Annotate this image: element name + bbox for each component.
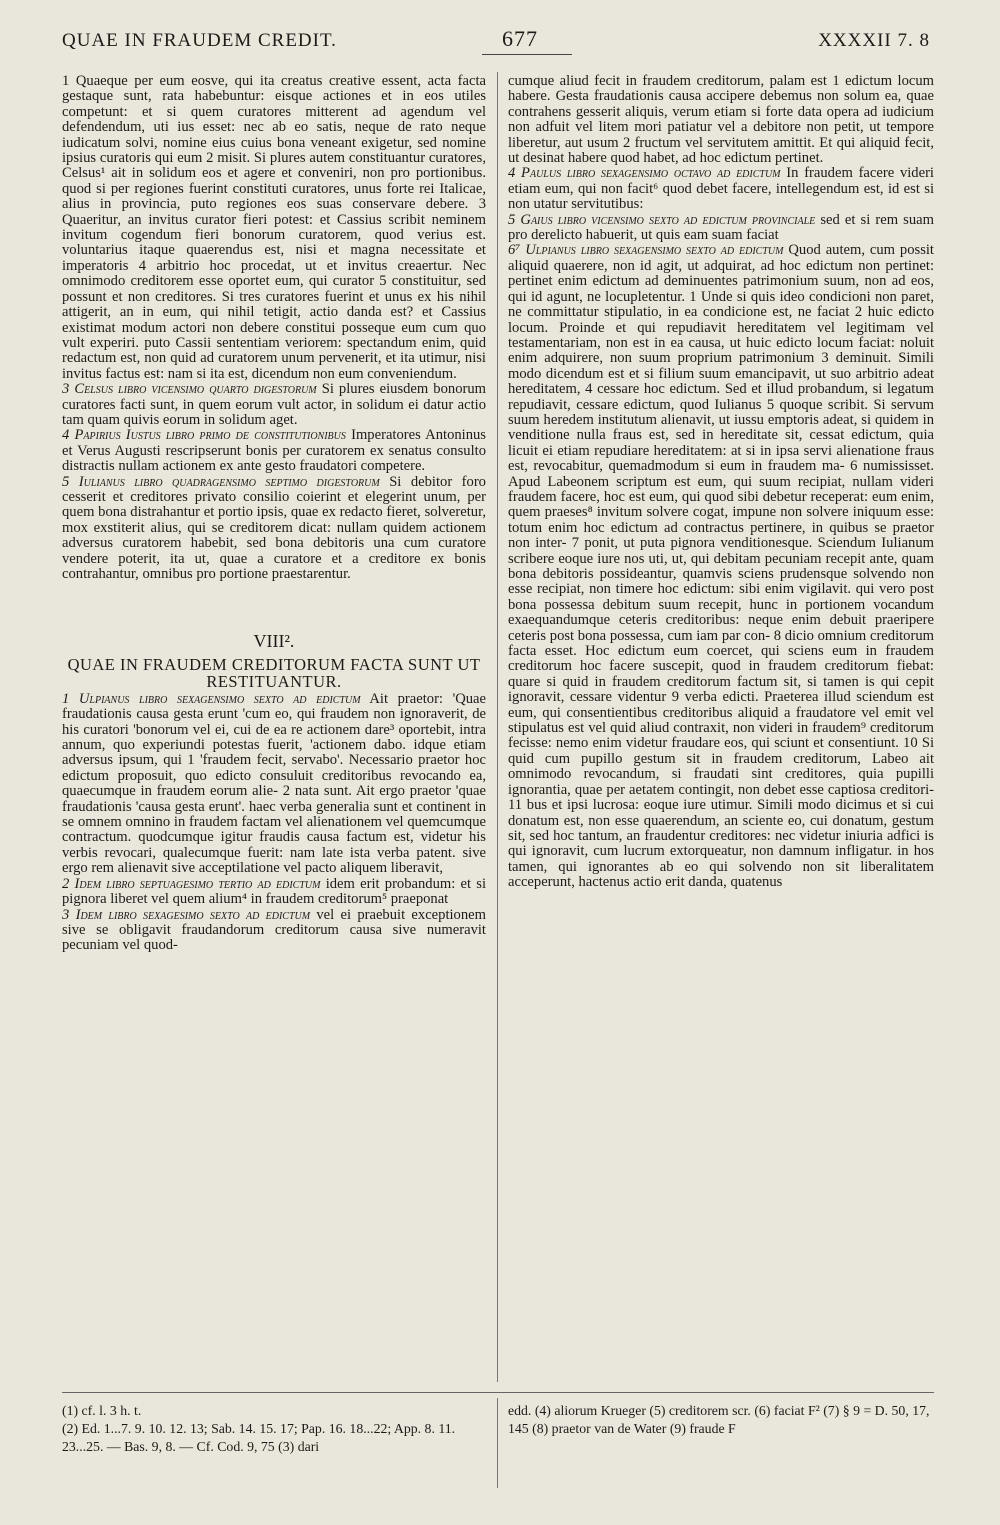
footnote-rule <box>62 1392 934 1393</box>
text-paragraph <box>508 243 934 890</box>
text-paragraph <box>508 166 934 212</box>
book-title-reference: XXXXII 7. 8 <box>818 30 930 51</box>
section-heading: 1 Ulpianus libro sexagensimo sexto ad edictum <box>62 690 361 707</box>
paragraph-body: Quod autem, cum possit aliquid quaerere, non id agit, ut adquirat, ad hoc edictum non pertinet: pertinet enim edictum ad deminuentes patrimonium suum, non ad eos, qui id agunt, ne locupletentur. 1 Unde si quis ideo condicioni non paret, ne committatur stipulatio, in ea condicione est, ne faciat 2 huic edicto locum. Proinde et qui repudiavit hereditatem vel legitimam vel testamentariam, non est in ea causa, ut huic edicto locum faciat: noluit enim adquirere, non suum proprium patrimonium 3 deminuit. Simili modo dicendum est et si filium suum emancipavit, ut suo arbitrio adeat hereditatem, 4 cessare hoc edictum. Sed et illud probandum, si legatum repudiavit, cessare edictum, quod Iulianus 5 quoque scribit. Si servum suum heredem institutum alienavit, ut iussu emptoris adeat, si quidem in venditione nulla fraus est, sed in hereditate sit, cessat edictum, quia licuit ei etiam repudiare hereditatem: at si in ipsa servi alienatione fraus est, revocabitur, quemadmodum si eum in fraudem ma- 6 numississet. Apud Labeonem scriptum est eum, qui suum recipiat, nullam videri fraudem facere, hoc est eum, qui quod sibi debetur receperat: eum enim, quem praeses⁸ invitum solvere cogat, impune non solvere iniquum esse: totum enim hoc edictum ad contractus pertinere, in quibus se praetor non inter- 7 ponit, ut puta pignora venditionesque. Sciendum Iulianum scribere eoque iure nos uti, ut, qui debitam pecuniam recepit ante, quam bona debitoris possideantur, quamvis sciens prudensque solvendo non esse recipiat, non timere hoc edictum: sibi enim vigilavit. qui vero post bona possessa debitum suum recepit, hunc in portionem vocandum exaequandumque ceteris creditoribus: neque enim debuit praeripere ceteris post bona possessa, cum iam par con- 8 dicio omnium creditorum facta esset. Hoc edictum eum coercet, qui sciens eum in fraudem creditorum hoc facere suscepit, quod in fraudem creditorum fiebat: quare si quid in fraudem creditorum factum sit, si tamen is qui cepit ignoravit, cessare videntur 9 verba edicti. Praeterea illud sciendum est eum, qui consentientibus creditoribus aliquid a fraudatore vel emit vel stipulatus est vel quid aliud contraxit, non videri in fraudem⁹ creditorum fecisse: nemo enim videtur fraudare eos, qui sciunt et consentiunt. 10 Si quid cum pupillo gestum sit in fraudem creditorum, Labeo ait omnimodo revocandum, si fraudati sint creditores, quia pupilli ignorantia, quae per aetatem contingit, non debet esse captiosa creditori- 11 bus et ipsi lucrosa: eoque iure utimur. Simili modo dicimus et si cui donatum est, non esse quaerendum, an sciente eo, cui donatum, gestum sit, sed hoc tantum, an fraudentur creditores: nec videtur iniuria adfici is qui ignoravit, cum lucrum extorqueatur, non damnum infligatur. in hos tamen, qui ignorantes ab eo qui solvendo non sit liberalitatem acceperunt, hactenus actio erit danda, quatenus <box>508 242 934 891</box>
text-paragraph <box>62 475 486 583</box>
paragraph-body: sed et si rem suam pro derelicto habuerit, ut quis eam suam faciat <box>508 211 934 244</box>
section-heading: 3 Celsus libro vicensimo quarto digestorum <box>62 381 317 398</box>
footnote: edd. (4) aliorum Krueger (5) creditorem scr. (6) faciat F² (7) § 9 = D. 50, 17, 145 (8) praetor van de Water (9) fraude F <box>508 1403 930 1436</box>
section-heading: 6⁷ Ulpianus libro sexagensimo sexto ad edictum <box>508 242 784 259</box>
section-heading: 5 Iulianus libro quadragensimo septimo digestorum <box>62 473 380 490</box>
title-heading: QUAE IN FRAUDEM CREDITORUM FACTA SUNT UT RESTITUANTUR. <box>67 654 481 691</box>
running-header <box>62 26 930 56</box>
text-paragraph <box>62 908 486 954</box>
title-number: VIII². <box>253 631 295 652</box>
text-paragraph: cumque aliud fecit in fraudem creditorum, palam est 1 edictum locum habere. Gesta fraudationis causa accipere debemus non solum ea, quae contrahens gesserit aliquis, verum etiam si forte data opera ad iudicium non adfuit vel litem mori patiatur vel a debitore non petit, ut tempore liberetur, aut usum 2 fructum vel servitutem amittit. Et qui aliquid fecit, ut desinat habere quod habet, ad hoc edictum pertinet. <box>508 73 934 167</box>
section-heading: 2 Idem libro septuagesimo tertio ad edictum <box>62 875 321 892</box>
left-column <box>62 74 486 954</box>
page-number: 677 <box>502 26 538 51</box>
footnote: (1) cf. l. 3 h. t. <box>62 1403 142 1418</box>
text-paragraph <box>508 213 934 244</box>
section-heading: 5 Gaius libro vicensimo sexto ad edictum provinciale <box>508 211 816 228</box>
text-paragraph: 1 Quaeque per eum eosve, qui ita creatus creative essent, acta facta gestaque sunt, rata habebuntur: eisque actiones et in eos utiles competunt: et si quem curatores mitterent ad agendum vel defendendum, uti ius esset: nec ab eo satis, neque de rato neque iudicatum solvi, nomine eius cuius bona veneant exigetur, sed nomine ipsius curatoris qui eum 2 misit. Si plures autem constituantur curatores, Celsus¹ ait in solidum eos et agere et conveniri, non pro portionibus. quod si per regiones fuerint constituti curatores, unus forte rei Italicae, alius in provincia, puto regiones eos suas conservare debere. 3 Quaeritur, an invitus curator fieri potest: et Cassius scribit neminem invitum cogendum fieri bonorum curatorem, quod verius est. voluntarius itaque quaerendus est, nisi et magna necessitate et imperatoris 4 arbitrio hoc procedat, ut et invitus creaertur. Nec omnimodo creditorem esse oportet eum, qui curator 5 constituitur, sed possunt et non creditores. Si tres curatores fuerint et unus ex his nihil attigerit, an in eum, qui nihil tetigit, actio danda est? et Cassius existimat modum actori non debere constitui posseque eum cum quo vult experiri. puto Cassii sententiam veriorem: spectandum enim, quid redactum est, non quid ad curatorem unum pervenerit, et ita utimur, nisi invitus factus est: nam si ita est, dicendum non eum conveniendum. <box>62 73 486 382</box>
right-column <box>508 74 934 891</box>
paragraph-body: Ait praetor: 'Quae fraudationis causa gesta erunt 'cum eo, qui fraudem non ignoraverit, de his curatori 'bonorum vel ei, cui de ea re actionem dare³ oportebit, intra annum, quo experiundi potestas fuerit, 'actionem dabo. idque etiam adversus ipsum, qui 1 'fraudem fecit, servabo'. Necessario praetor hoc edictum proposuit, quo edicto consuluit creditoribus revocando ea, quaecumque in fraudem eorum alie- 2 nata sunt. Ait ergo praetor 'quae fraudationis 'causa gesta erunt'. haec verba generalia sunt et continent in se omnem omnino in fraudem factam vel alienationem vel quemcumque contractum. quodcumque igitur fraudis causa factum est, videtur his verbis revocari, qualecumque fuerit: nam late ista verba patent. sive ergo rem alienavit sive acceptilatione vel pacto aliquem liberavit, <box>62 690 487 877</box>
running-title: QUAE IN FRAUDEM CREDIT. <box>62 30 337 51</box>
text-paragraph <box>62 382 486 428</box>
paragraph-body: idem erit probandum: et si pignora liberet vel quem alium⁴ in fraudem creditorum⁵ praeponat <box>62 875 487 908</box>
header-rule <box>482 54 572 55</box>
text-paragraph <box>62 692 486 877</box>
footnotes-left <box>62 1402 486 1456</box>
footnote: (2) Ed. 1...7. 9. 10. 12. 13; Sab. 14. 15. 17; Pap. 16. 18...22; App. 8. 11. 23...25. — Bas. 9, 8. — Cf. Cod. 9, 75 (3) dari <box>62 1421 456 1454</box>
section-heading: 4 Papirius Iustus libro primo de constitutionibus <box>62 427 346 444</box>
text-paragraph <box>62 428 486 474</box>
paragraph-body: Si plures eiusdem bonorum curatores facti sunt, in quem eorum vult actor, in solidum ei datur actio tam quam quivis eorum in solidum aget. <box>62 381 486 428</box>
paragraph-body: Si debitor foro cesserit et creditores privato consilio coierint et elegerint unum, per quem bona distrahantur et portio ipsis, quae ex redacto fieret, solveretur, mox exstiterit alius, qui se creditorem dicat: nullam quidem actionem adversus curatorem habebit, sed bona debitoris una cum curatore vendere poterit, ita ut, quae a curatore et a creditore ex bonis contrahantur, omnibus pro portione praestarentur. <box>62 473 486 582</box>
column-divider <box>497 72 498 1382</box>
footnote-divider <box>497 1398 498 1488</box>
paragraph-body: vel ei praebuit exceptionem sive se obligavit fraudandorum creditorum causa sive numeravit pecuniam vel quod- <box>62 906 486 954</box>
footnotes-right <box>508 1402 934 1438</box>
section-heading: 3 Idem libro sexagesimo sexto ad edictum <box>62 906 311 923</box>
paragraph-body: In fraudem facere videri etiam eum, qui non facit⁶ quod debet facere, intellegendum est, id est si non utatur servitutibus: <box>508 165 934 213</box>
section-heading: 4 Paulus libro sexagensimo octavo ad edictum <box>508 165 781 182</box>
title-block <box>62 631 486 691</box>
text-paragraph <box>62 877 486 908</box>
paragraph-body: Imperatores Antoninus et Verus Augusti rescripserunt bonis per curatorem ex senatus consulto distractis nullam actionem ex ante gesto fraudatori competere. <box>62 427 486 475</box>
